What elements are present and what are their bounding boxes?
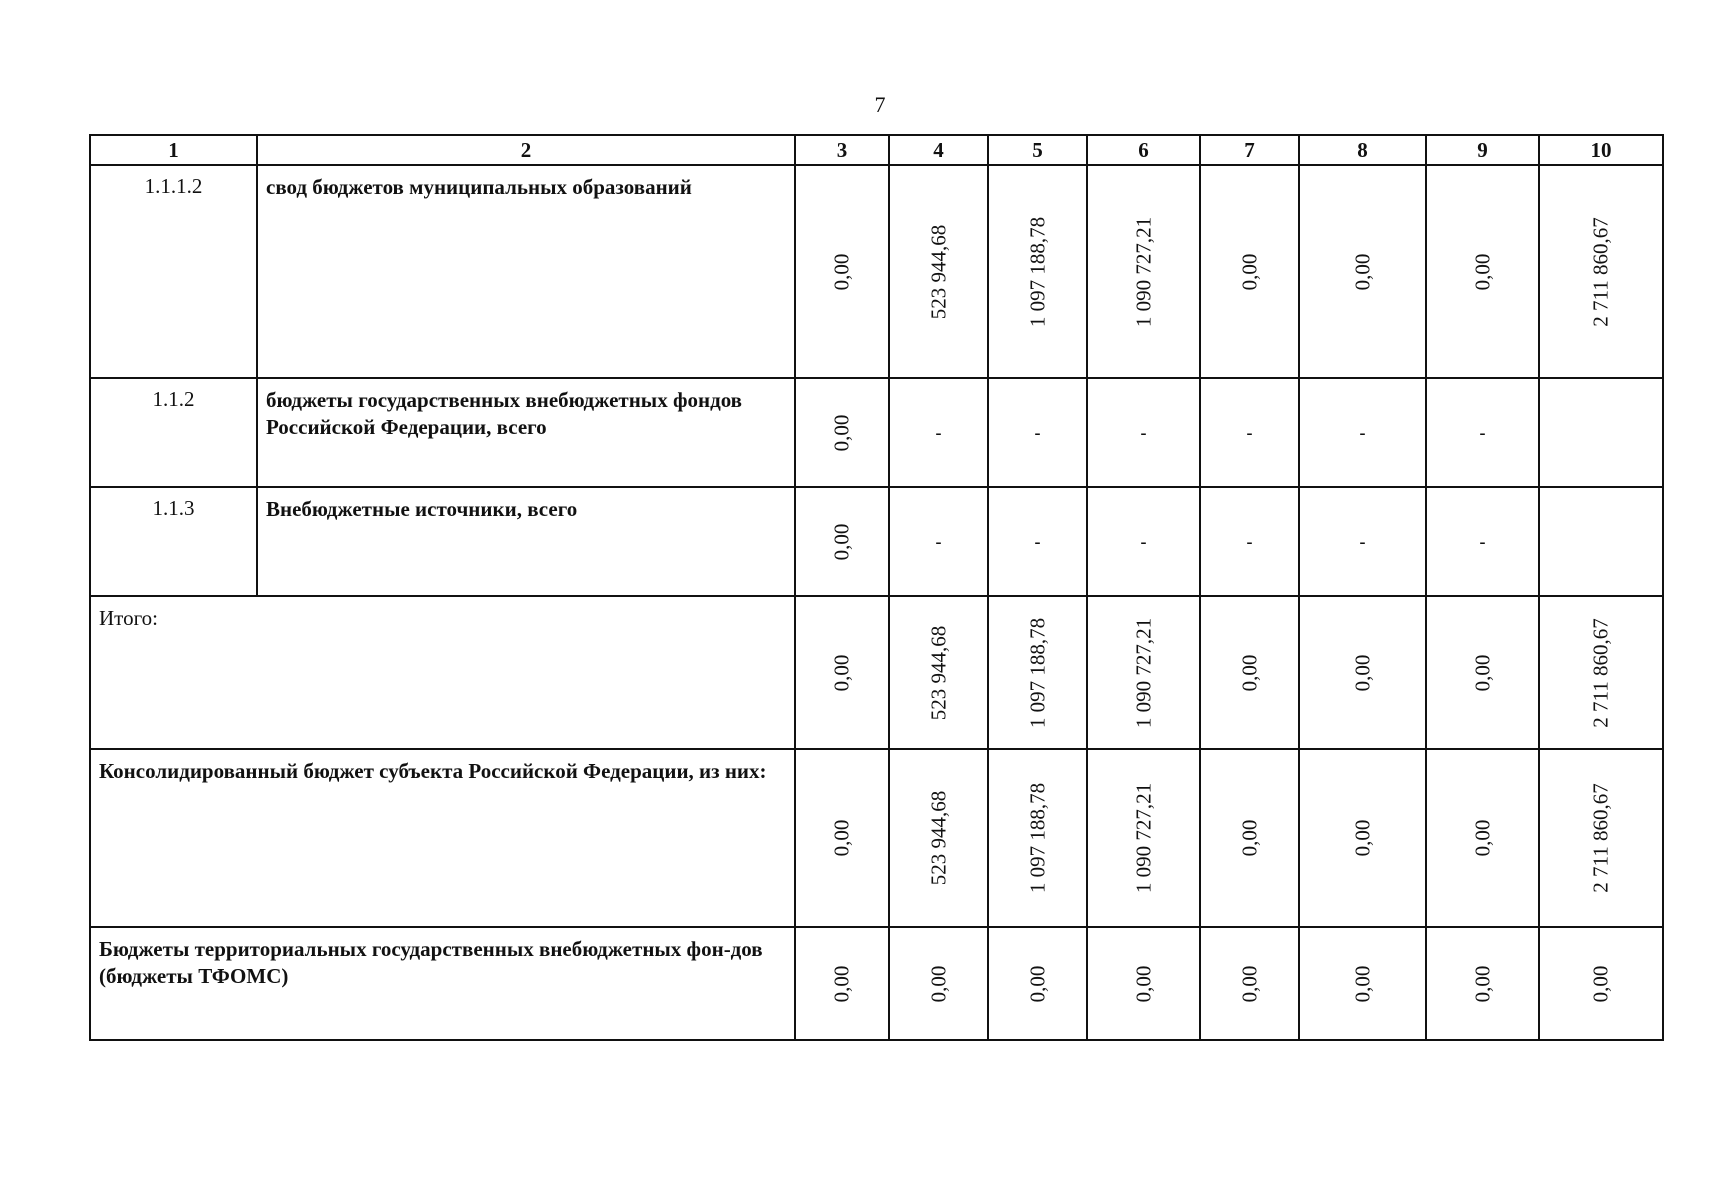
- value-cell: [1299, 596, 1426, 749]
- dash-mark: -: [1034, 422, 1041, 442]
- dash-mark: -: [1359, 531, 1366, 551]
- value-text: 0,00: [1588, 965, 1613, 1002]
- value-text: 523 944,68: [926, 625, 950, 720]
- value-text: 0,00: [829, 253, 854, 290]
- value-text: 1 090 727,21: [1131, 617, 1155, 728]
- value-cell: [889, 596, 988, 749]
- value-text: 0,00: [829, 965, 854, 1002]
- value-cell: [795, 165, 889, 378]
- value-cell: [1299, 378, 1426, 487]
- value-text: 2 711 860,67: [1588, 617, 1613, 728]
- value-text: 1 097 188,78: [1025, 617, 1049, 728]
- value-cell: [1539, 487, 1663, 596]
- row-code: 1.1.1.2: [90, 165, 257, 378]
- total-row: [90, 749, 1663, 927]
- value-cell: [795, 487, 889, 596]
- value-cell: [889, 749, 988, 927]
- column-number: 6: [1087, 135, 1200, 165]
- value-cell: [1426, 378, 1539, 487]
- value-text: 523 944,68: [926, 224, 950, 319]
- value-text: 0,00: [829, 523, 854, 560]
- value-text: 0,00: [1025, 965, 1049, 1002]
- dash-mark: -: [1034, 531, 1041, 551]
- value-text: 0,00: [829, 414, 854, 451]
- value-cell: [1539, 927, 1663, 1040]
- row-code: 1.1.2: [90, 378, 257, 487]
- value-cell: [1539, 378, 1663, 487]
- value-cell: [1299, 165, 1426, 378]
- value-cell: [795, 927, 889, 1040]
- value-text: 0,00: [1350, 819, 1374, 857]
- table-row: [90, 487, 1663, 596]
- value-cell: [988, 165, 1087, 378]
- row-name: Внебюджетные источники, всего: [257, 487, 795, 596]
- value-cell: [1426, 749, 1539, 927]
- value-cell: [1426, 927, 1539, 1040]
- page-number: 7: [874, 92, 886, 117]
- value-text: 0,00: [829, 819, 854, 857]
- value-text: 0,00: [1470, 253, 1494, 290]
- total-label: Консолидированный бюджет субъекта Российской Федерации, из них:: [90, 749, 795, 927]
- value-cell: [1200, 927, 1299, 1040]
- column-number-row: [90, 135, 1663, 165]
- value-cell: [1426, 596, 1539, 749]
- value-cell: [1087, 927, 1200, 1040]
- value-text: 523 944,68: [926, 790, 950, 886]
- value-text: 0,00: [926, 965, 950, 1002]
- value-text: 0,00: [1470, 654, 1494, 691]
- value-cell: [1200, 749, 1299, 927]
- dash-mark: -: [1140, 531, 1147, 551]
- column-number: 8: [1299, 135, 1426, 165]
- value-text: 0,00: [1350, 965, 1374, 1002]
- value-cell: [1299, 487, 1426, 596]
- value-text: 0,00: [1237, 965, 1261, 1002]
- value-cell: [1539, 596, 1663, 749]
- value-text: 0,00: [1237, 654, 1261, 691]
- value-text: 0,00: [1237, 819, 1261, 857]
- value-cell: [795, 596, 889, 749]
- value-cell: [1087, 749, 1200, 927]
- value-text: 0,00: [829, 654, 854, 691]
- value-text: 1 090 727,21: [1131, 216, 1155, 327]
- column-number: 3: [795, 135, 889, 165]
- total-row: [90, 927, 1663, 1040]
- dash-mark: -: [1479, 531, 1486, 551]
- value-cell: [1087, 165, 1200, 378]
- value-cell: [795, 378, 889, 487]
- value-cell: [988, 378, 1087, 487]
- table-row: [90, 378, 1663, 487]
- value-cell: [988, 927, 1087, 1040]
- column-number: 4: [889, 135, 988, 165]
- value-text: 0,00: [1350, 654, 1374, 691]
- value-text: 0,00: [1131, 965, 1155, 1002]
- value-cell: [889, 165, 988, 378]
- value-cell: [1200, 378, 1299, 487]
- value-cell: [1200, 487, 1299, 596]
- value-cell: [988, 749, 1087, 927]
- dash-mark: -: [935, 531, 942, 551]
- value-cell: [988, 487, 1087, 596]
- table-row: [90, 165, 1663, 378]
- total-label: Итого:: [90, 596, 795, 749]
- dash-mark: -: [1246, 531, 1253, 551]
- column-number: 7: [1200, 135, 1299, 165]
- row-code: 1.1.3: [90, 487, 257, 596]
- value-text: 0,00: [1470, 819, 1494, 857]
- dash-mark: -: [1359, 422, 1366, 442]
- value-text: 2 711 860,67: [1588, 216, 1613, 327]
- dash-mark: -: [1479, 422, 1486, 442]
- column-number: 10: [1539, 135, 1663, 165]
- value-cell: [889, 487, 988, 596]
- value-cell: [1539, 165, 1663, 378]
- dash-mark: -: [1140, 422, 1147, 442]
- value-cell: [1299, 927, 1426, 1040]
- value-text: 0,00: [1237, 253, 1261, 290]
- value-cell: [889, 927, 988, 1040]
- value-cell: [1299, 749, 1426, 927]
- total-label: Бюджеты территориальных государственных внебюджетных фон-дов (бюджеты ТФОМС): [90, 927, 795, 1040]
- column-number: 5: [988, 135, 1087, 165]
- value-cell: [1426, 487, 1539, 596]
- column-number: 1: [90, 135, 257, 165]
- budget-table: [89, 134, 1664, 1041]
- value-text: 0,00: [1470, 965, 1494, 1002]
- dash-mark: -: [935, 422, 942, 442]
- value-text: 1 097 188,78: [1025, 782, 1049, 894]
- value-cell: [1200, 165, 1299, 378]
- value-cell: [988, 596, 1087, 749]
- value-text: 2 711 860,67: [1588, 783, 1613, 893]
- value-cell: [795, 749, 889, 927]
- value-cell: [1539, 749, 1663, 927]
- value-cell: [1426, 165, 1539, 378]
- value-cell: [1087, 596, 1200, 749]
- column-number: 9: [1426, 135, 1539, 165]
- value-cell: [1087, 487, 1200, 596]
- value-cell: [1087, 378, 1200, 487]
- dash-mark: -: [1246, 422, 1253, 442]
- row-name: свод бюджетов муниципальных образований: [257, 165, 795, 378]
- value-cell: [1200, 596, 1299, 749]
- value-text: 0,00: [1350, 253, 1374, 290]
- value-text: 1 097 188,78: [1025, 216, 1049, 327]
- column-number: 2: [257, 135, 795, 165]
- row-name: бюджеты государственных внебюджетных фондов Российской Федерации, всего: [257, 378, 795, 487]
- total-row: [90, 596, 1663, 749]
- value-cell: [889, 378, 988, 487]
- value-text: 1 090 727,21: [1131, 782, 1155, 894]
